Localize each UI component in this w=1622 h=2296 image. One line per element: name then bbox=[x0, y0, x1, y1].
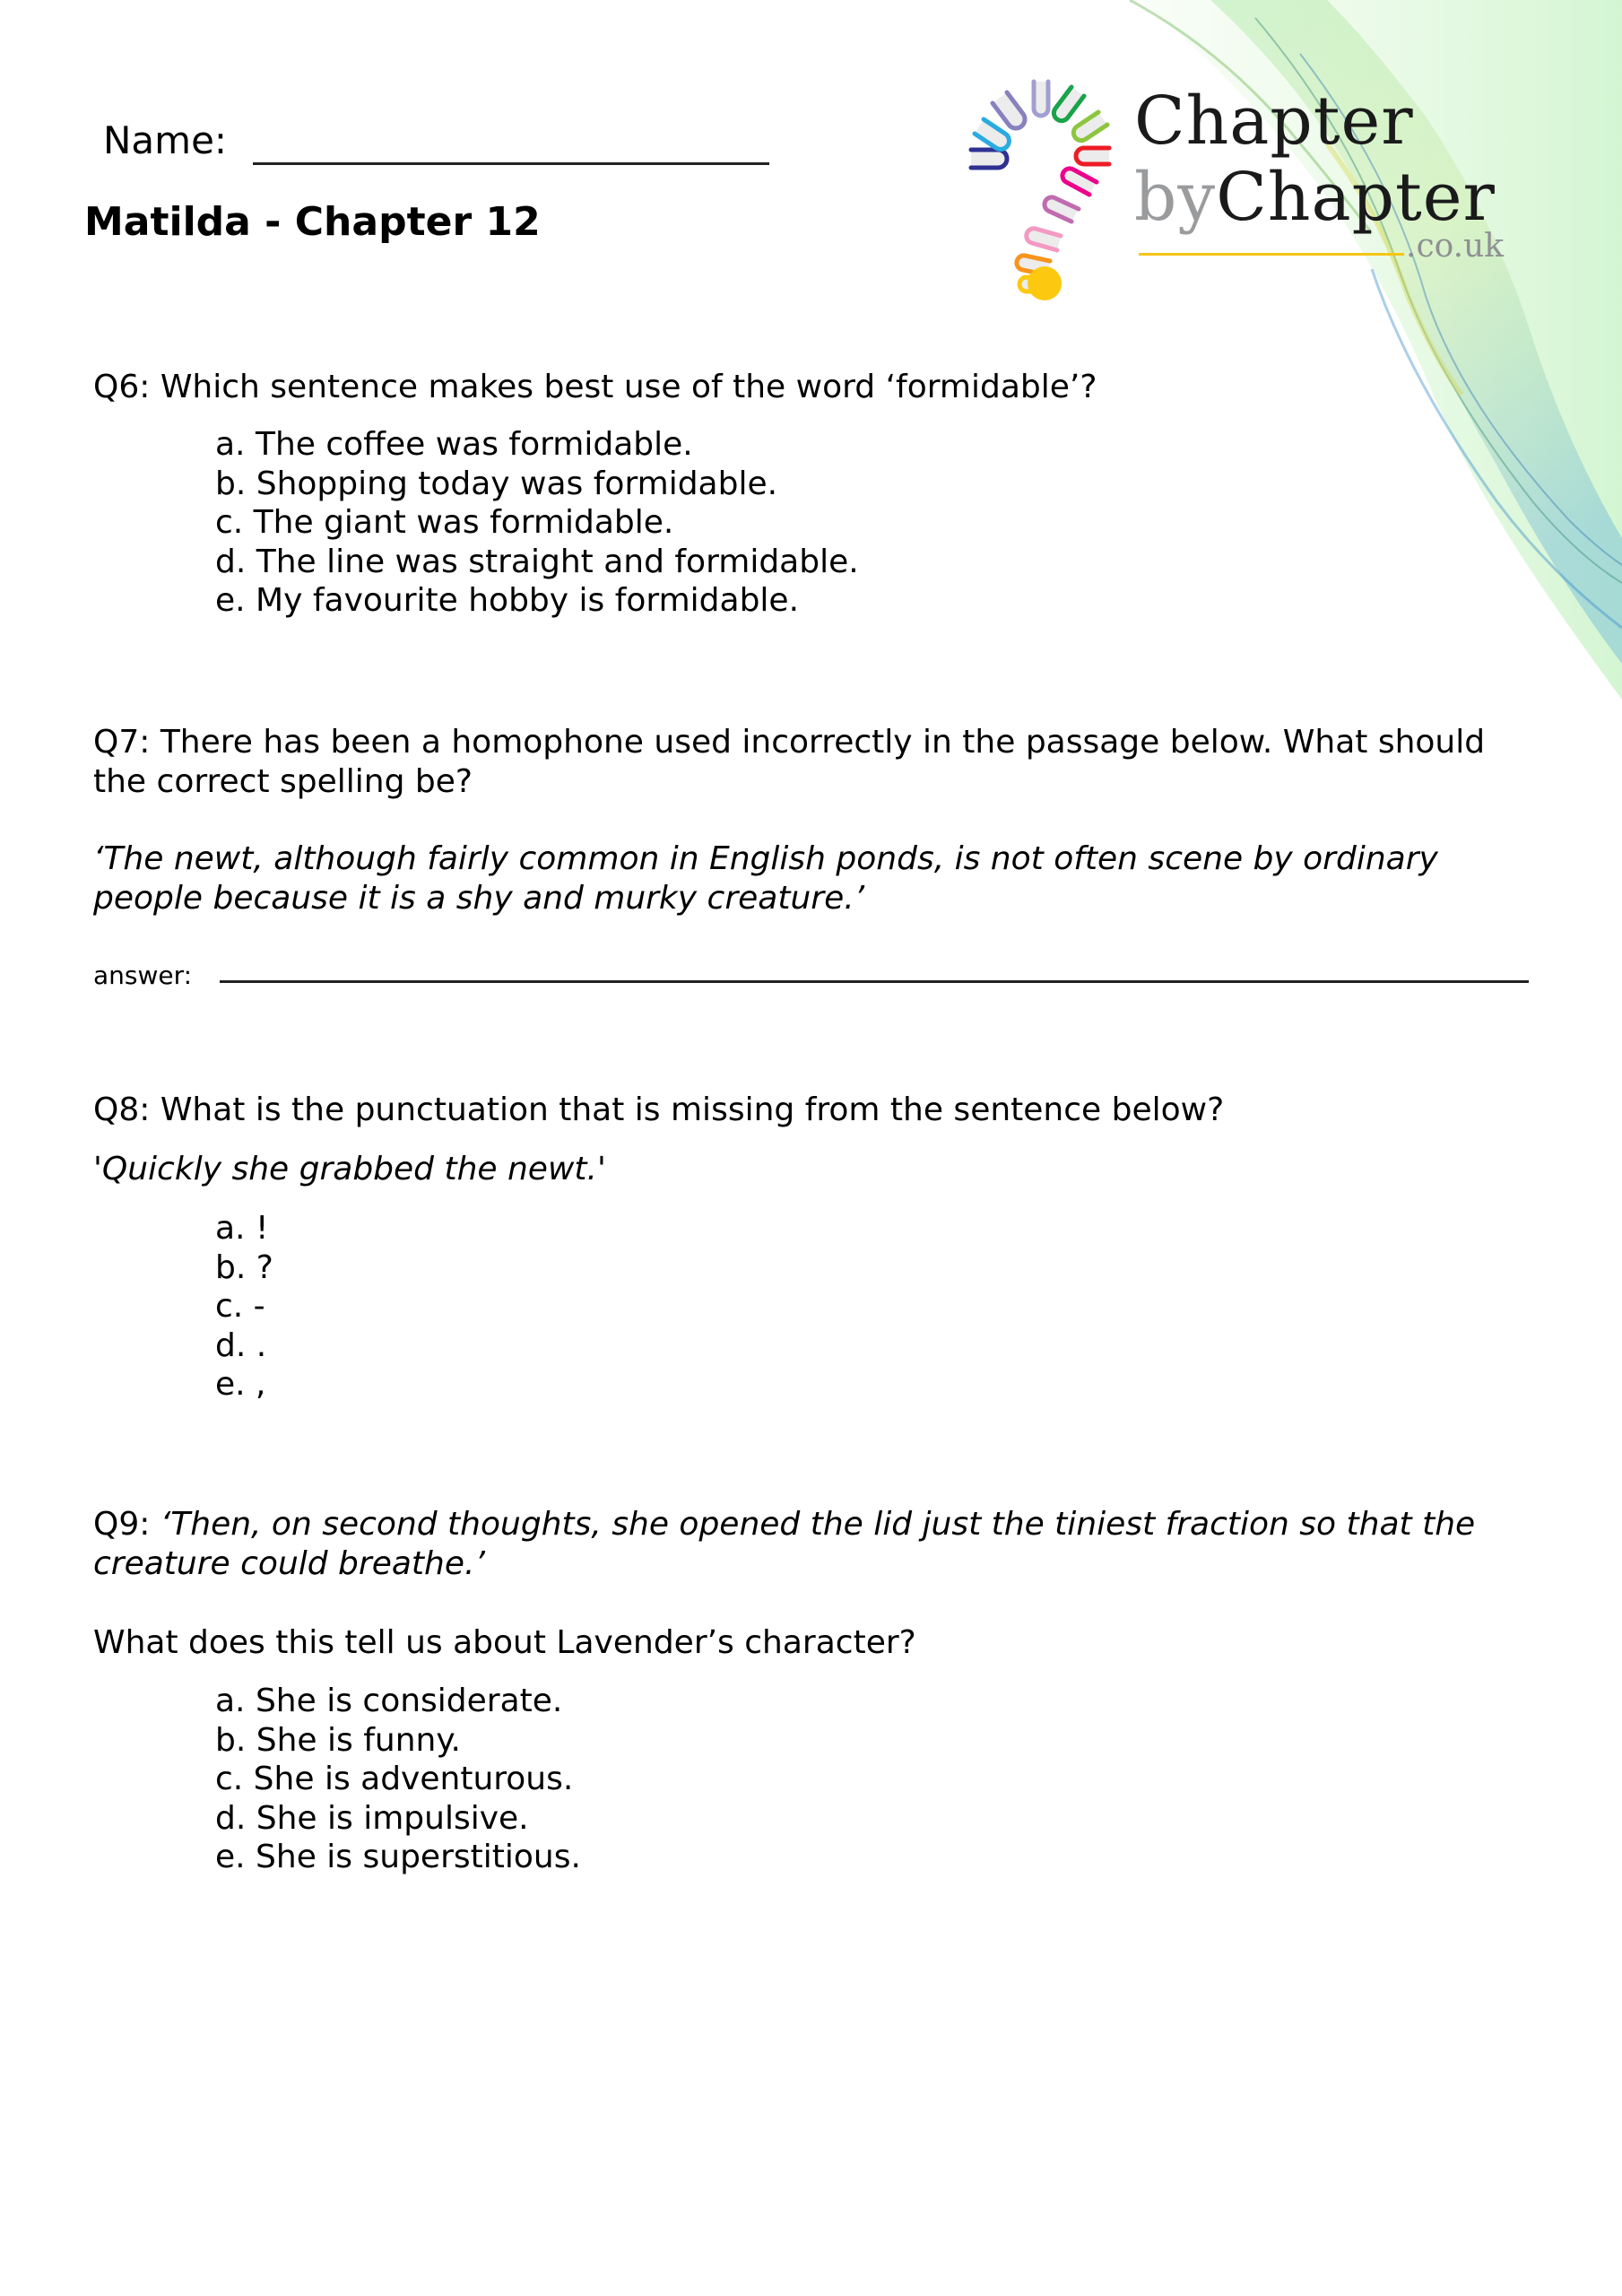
option-e[interactable]: e. , bbox=[215, 1366, 266, 1403]
option-d[interactable]: d. The line was straight and formidable. bbox=[215, 543, 859, 580]
question-9-prompt bbox=[93, 1505, 1546, 1584]
name-label: Name: bbox=[103, 118, 228, 162]
question-8-options bbox=[215, 1209, 273, 1405]
option-c[interactable]: c. - bbox=[215, 1288, 265, 1325]
question-9-options bbox=[215, 1682, 581, 1877]
option-c[interactable]: c. She is adventurous. bbox=[215, 1761, 574, 1797]
logo-text-chapter: Chapter bbox=[1134, 83, 1414, 160]
name-input-line[interactable] bbox=[253, 162, 769, 165]
option-a[interactable]: a. ! bbox=[215, 1210, 269, 1247]
question-8-prompt: Q8: What is the punctuation that is missing from the sentence below? bbox=[93, 1091, 1225, 1128]
option-c[interactable]: c. The giant was formidable. bbox=[215, 504, 674, 541]
question-9-label: Q9: bbox=[93, 1506, 151, 1543]
logo-text-domain: .co.uk bbox=[1406, 228, 1505, 265]
question-9-subprompt: What does this tell us about Lavender’s character? bbox=[93, 1624, 916, 1661]
option-d[interactable]: d. . bbox=[215, 1326, 267, 1364]
option-b[interactable]: b. ? bbox=[215, 1248, 273, 1286]
question-7-prompt: Q7: There has been a homophone used incorrectly in the passage below. What should the correct spelling be? bbox=[93, 724, 1486, 800]
option-a[interactable]: a. The coffee was formidable. bbox=[215, 426, 693, 463]
question-6-prompt: Q6: Which sentence makes best use of the word ‘formidable’? bbox=[93, 369, 1097, 405]
option-b[interactable]: b. She is funny. bbox=[215, 1721, 461, 1759]
option-b[interactable]: b. Shopping today was formidable. bbox=[215, 465, 778, 502]
logo-dot-icon bbox=[1028, 266, 1062, 300]
option-d[interactable]: d. She is impulsive. bbox=[215, 1799, 529, 1837]
logo-text-chapter-2: Chapter bbox=[1216, 159, 1496, 236]
option-a[interactable]: a. She is considerate. bbox=[215, 1683, 563, 1719]
option-e[interactable]: e. My favourite hobby is formidable. bbox=[215, 582, 800, 619]
answer-input-line[interactable] bbox=[220, 980, 1529, 983]
option-e[interactable]: e. She is superstitious. bbox=[215, 1839, 581, 1875]
logo-underline bbox=[1139, 253, 1404, 256]
answer-label: answer: bbox=[93, 961, 193, 990]
question-8-quote: 'Quickly she grabbed the newt.' bbox=[93, 1151, 606, 1187]
question-6-options bbox=[215, 425, 859, 621]
question-7-passage: ‘The newt, although fairly common in English ponds, is not often scene by ordinary people because it is a shy and murky creature.’ bbox=[93, 840, 1438, 917]
worksheet-title: Matilda - Chapter 12 bbox=[84, 199, 541, 245]
question-9-quote: ‘Then, on second thoughts, she opened the lid just the tiniest fraction so that the creature could breathe.’ bbox=[93, 1506, 1476, 1582]
logo-text-by: by bbox=[1134, 159, 1217, 236]
logo-text-by-chapter bbox=[1134, 159, 1496, 236]
